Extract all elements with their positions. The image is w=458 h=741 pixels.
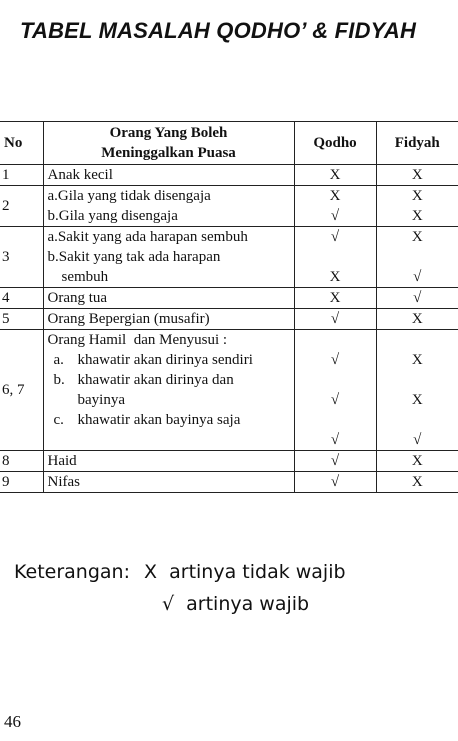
qodho-cell xyxy=(294,186,376,227)
legend-note xyxy=(14,556,346,620)
fidyah-mark xyxy=(381,247,455,267)
fidyah-mark: X xyxy=(411,229,423,245)
page-number: 46 xyxy=(4,712,21,731)
row-number: 3 xyxy=(0,227,43,288)
fidyah-mark xyxy=(381,330,455,350)
person-line: b.Sakit yang tak ada harapan xyxy=(47,249,221,265)
sub-item-continuation: bayinya xyxy=(77,392,125,408)
row-person xyxy=(43,309,294,330)
qodho-mark: √ xyxy=(330,208,340,224)
table-row xyxy=(0,309,458,330)
fidyah-mark: X xyxy=(411,311,423,327)
table-header-row xyxy=(0,122,458,165)
legend-x-meaning: artinya tidak wajib xyxy=(169,561,346,583)
person-heading: Orang Hamil dan Menyusui : xyxy=(47,332,228,348)
qodho-mark: √ xyxy=(330,432,340,448)
qodho-cell xyxy=(294,472,376,493)
row-person xyxy=(43,227,294,288)
fidyah-cell xyxy=(376,288,458,309)
table-row xyxy=(0,227,458,288)
fidyah-cell xyxy=(376,330,458,451)
qodho-mark xyxy=(299,410,372,430)
person-line: b.Gila yang disengaja xyxy=(47,208,178,224)
legend-check-symbol: √ xyxy=(162,593,175,615)
row-number: 1 xyxy=(0,165,43,186)
table-row xyxy=(0,451,458,472)
qodho-mark: √ xyxy=(330,453,340,469)
qodho-mark: √ xyxy=(330,392,340,408)
fidyah-mark xyxy=(381,370,455,390)
row-number: 4 xyxy=(0,288,43,309)
fidyah-cell xyxy=(376,227,458,288)
sub-item-text: khawatir akan bayinya saja xyxy=(77,412,241,428)
fidyah-mark: X xyxy=(411,208,423,224)
qodho-cell xyxy=(294,451,376,472)
fidyah-mark: √ xyxy=(413,269,422,285)
row-number: 6, 7 xyxy=(0,330,43,451)
row-number: 8 xyxy=(0,451,43,472)
fidyah-mark xyxy=(381,410,455,430)
sub-item-letter: b. xyxy=(53,372,65,388)
qodho-fidyah-table xyxy=(0,121,458,493)
table-row xyxy=(0,472,458,493)
row-number: 2 xyxy=(0,186,43,227)
person-line: a.Sakit yang ada harapan sembuh xyxy=(47,229,248,245)
qodho-mark: √ xyxy=(330,229,340,245)
person-line: Nifas xyxy=(47,474,80,490)
row-person xyxy=(43,451,294,472)
fidyah-cell xyxy=(376,309,458,330)
fidyah-cell xyxy=(376,186,458,227)
qodho-cell xyxy=(294,330,376,451)
fidyah-mark: √ xyxy=(413,432,422,448)
sub-item-letter: a. xyxy=(53,352,64,368)
row-person xyxy=(43,330,294,451)
fidyah-cell xyxy=(376,451,458,472)
sub-item-text: khawatir akan dirinya dan xyxy=(77,372,234,388)
header-fidyah: Fidyah xyxy=(376,122,458,165)
legend-row-x xyxy=(14,556,346,588)
qodho-mark xyxy=(299,247,372,267)
header-qodho: Qodho xyxy=(294,122,376,165)
fidyah-cell xyxy=(376,472,458,493)
row-person xyxy=(43,186,294,227)
fidyah-mark: √ xyxy=(413,290,422,306)
person-line: Orang Bepergian (musafir) xyxy=(47,311,210,327)
legend-check-meaning: artinya wajib xyxy=(186,593,310,615)
qodho-mark: X xyxy=(329,269,341,285)
table-row xyxy=(0,330,458,451)
qodho-cell xyxy=(294,165,376,186)
qodho-mark: X xyxy=(329,188,341,204)
qodho-mark xyxy=(299,370,372,390)
person-line: a.Gila yang tidak disengaja xyxy=(47,188,211,204)
fidyah-mark: X xyxy=(411,474,423,490)
qodho-mark xyxy=(299,330,372,350)
sub-item xyxy=(48,410,290,430)
fidyah-mark: X xyxy=(411,352,423,368)
header-no: No xyxy=(0,122,43,165)
qodho-mark: √ xyxy=(330,474,340,490)
spacer-line xyxy=(48,430,290,450)
person-line: Haid xyxy=(47,453,77,469)
row-person xyxy=(43,165,294,186)
row-person xyxy=(43,288,294,309)
header-person xyxy=(43,122,294,165)
qodho-mark: √ xyxy=(330,352,340,368)
table-row xyxy=(0,186,458,227)
page-title: TABEL MASALAH QODHO’ & FIDYAH xyxy=(20,18,417,43)
header-person-line1: Orang Yang Boleh xyxy=(109,125,228,141)
table-row xyxy=(0,288,458,309)
table-row xyxy=(0,165,458,186)
qodho-cell xyxy=(294,227,376,288)
qodho-mark: √ xyxy=(330,311,340,327)
legend-label: Keterangan: xyxy=(14,561,130,583)
row-number: 5 xyxy=(0,309,43,330)
sub-item-text: khawatir akan dirinya sendiri xyxy=(77,352,253,368)
qodho-cell xyxy=(294,288,376,309)
row-number: 9 xyxy=(0,472,43,493)
fidyah-mark: X xyxy=(411,453,423,469)
person-line: sembuh xyxy=(61,269,109,285)
fidyah-mark: X xyxy=(411,167,423,183)
legend-x-symbol: X xyxy=(144,561,158,583)
qodho-mark: X xyxy=(329,290,341,306)
fidyah-cell xyxy=(376,165,458,186)
fidyah-mark: X xyxy=(411,188,423,204)
qodho-cell xyxy=(294,309,376,330)
legend-row-check xyxy=(14,588,346,620)
header-person-line2: Meninggalkan Puasa xyxy=(101,145,236,161)
sub-item xyxy=(48,370,290,390)
sub-item-letter: c. xyxy=(53,412,64,428)
sub-item xyxy=(48,350,290,370)
person-line: Anak kecil xyxy=(47,167,113,183)
qodho-mark: X xyxy=(329,167,341,183)
fidyah-mark: X xyxy=(411,392,423,408)
person-line: Orang tua xyxy=(47,290,108,306)
row-person xyxy=(43,472,294,493)
